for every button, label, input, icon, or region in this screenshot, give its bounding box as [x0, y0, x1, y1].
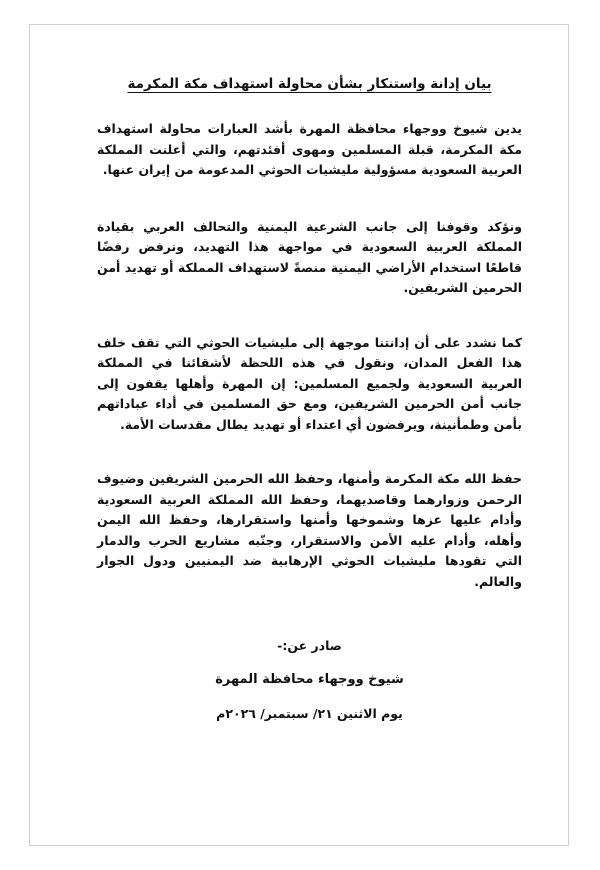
paragraph-emphasis: كما نشدد على أن إدانتنا موجهة إلى مليشيات الحوثي التي تقف خلف هذا الفعل المدان، ونقول في هذه اللحظة لأشقائنا في المملكة العربية السعودية ولجميع المسلمين: إن المهرة وأهلها يقفون إلى جانب أمن الحرمين الشريفين، ومع حق المسلمين في أداء عباداتهم بأمن وطمأنينة، ويرفضون أي اعتداء أو تهديد يطال مقدسات الأمة. — [97, 334, 522, 432]
issued-from-label: صادر عن:- — [277, 638, 342, 653]
issuer-name: شيوخ ووجهاء محافظة المهرة — [215, 672, 404, 687]
paragraph-condemnation: يدين شيوخ ووجهاء محافظة المهرة بأشد العبارات محاولة استهداف مكة المكرمة، قبلة المسلمين ومهوى أفئدتهم، والتي أعلنت المملكة العربية السعودية مسؤولية مليشيات الحوثي المدعومة من إيران عنها. — [97, 121, 522, 177]
statement-body — [97, 74, 522, 724]
paragraph-support: ونؤكد وقوفنا إلى جانب الشرعية اليمنية والتحالف العربي بقيادة المملكة العربية السعودية في مواجهة هذا التهديد، ونرفض رفضًا قاطعًا استخدام الأراضي اليمنية منصةً لاستهداف المملكة أو تهديد أمن الحرمين الشريفين. — [97, 218, 522, 295]
paragraph-prayer: حفظ الله مكة المكرمة وأمنها، وحفظ الله الحرمين الشريفين وضيوف الرحمن وزوارهما وقاصديهما، وحفظ الله المملكة العربية السعودية وأدام عليها عزها وشموخها وأمنها واستقرارها، وحفظ الله اليمن وأهله، وأدام عليه الأمن والاستقرار، وجنّبه مشاريع الحرب والدمار التي تقودها مليشيات الحوثي الإرهابية ضد اليمنيين ودول الجوار والعالم. — [97, 471, 522, 589]
statement-date: يوم الاثنين ٢١/ سبتمبر/ ٢٠٢٦م — [216, 706, 403, 721]
statement-title: بيان إدانة واستنكار بشأن محاولة استهداف مكة المكرمة — [127, 76, 492, 92]
